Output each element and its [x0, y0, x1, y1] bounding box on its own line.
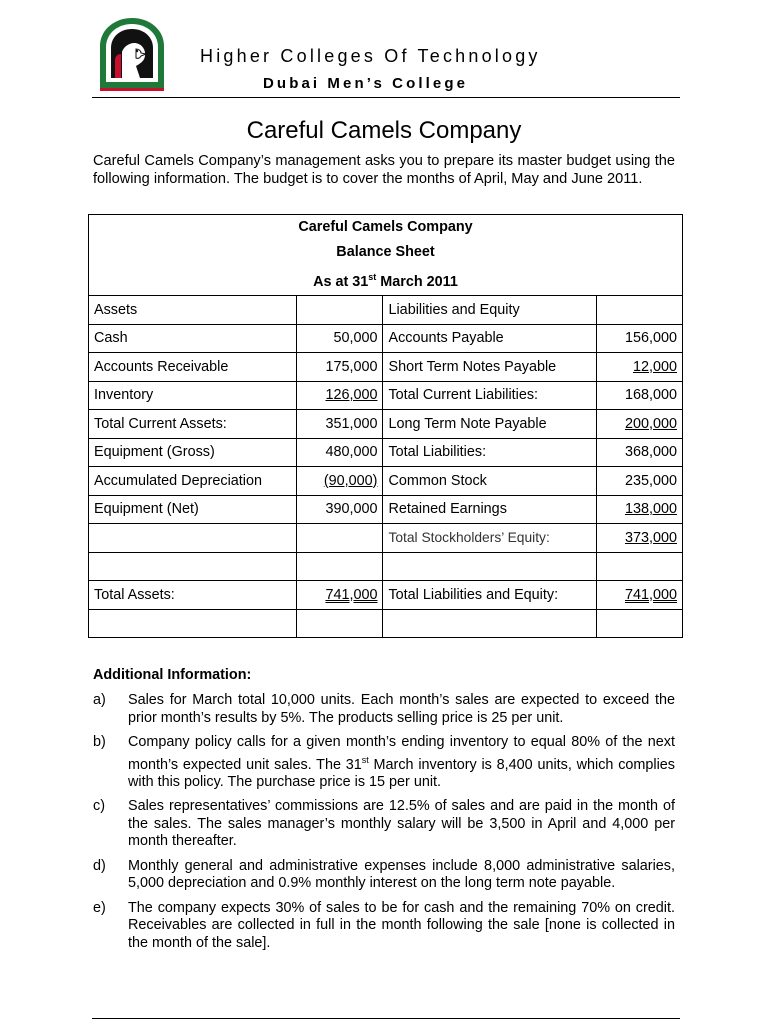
header-divider — [92, 97, 680, 98]
asset-value: 390,000 — [296, 495, 383, 524]
item-label: d) — [93, 857, 106, 874]
additional-info-heading: Additional Information: — [93, 667, 252, 683]
balance-sheet-header — [89, 215, 683, 296]
asset-label: Accumulated Depreciation — [89, 467, 297, 496]
total-le-label: Total Liabilities and Equity: — [383, 581, 597, 610]
assets-heading: Assets — [89, 296, 297, 325]
table-row — [89, 438, 683, 467]
liability-value: 200,000 — [624, 415, 677, 432]
liability-value: 368,000 — [597, 438, 683, 467]
table-row — [89, 296, 683, 325]
asset-value: 351,000 — [296, 410, 383, 439]
additional-info-list — [93, 692, 675, 959]
list-item — [93, 734, 675, 791]
liability-label: Total Stockholders’ Equity: — [383, 524, 597, 553]
liability-label: Accounts Payable — [383, 324, 597, 353]
item-label: c) — [93, 798, 105, 815]
asset-value: 480,000 — [296, 438, 383, 467]
asset-label: Equipment (Net) — [89, 495, 297, 524]
item-label: a) — [93, 692, 106, 708]
list-item — [93, 900, 675, 953]
asset-value: (90,000) — [323, 472, 378, 489]
document-title: Careful Camels Company — [246, 117, 522, 144]
bs-name: Balance Sheet — [336, 244, 435, 261]
table-row — [89, 552, 683, 581]
asset-value: 126,000 — [325, 387, 378, 404]
liability-label: Total Current Liabilities: — [383, 381, 597, 410]
item-label: b) — [93, 734, 106, 750]
total-assets-value: 741,000 — [325, 586, 378, 603]
bs-company: Careful Camels Company — [298, 219, 473, 236]
table-row — [89, 381, 683, 410]
table-row — [89, 524, 683, 553]
item-label: e) — [93, 899, 106, 916]
table-row — [89, 353, 683, 382]
liabilities-heading: Liabilities and Equity — [383, 296, 597, 325]
total-le-value: 741,000 — [624, 586, 677, 603]
asset-label — [89, 524, 297, 553]
footer-divider — [92, 1018, 680, 1019]
item-text: Sales for March total 10,000 units. Each month’s sales are expected to exceed the prior month’s results by 5%. The products selling price is 25 per unit. — [128, 692, 675, 726]
list-item — [93, 798, 675, 851]
asset-label: Equipment (Gross) — [89, 438, 297, 467]
asset-label: Cash — [89, 324, 297, 353]
college-name: Dubai Men’s College — [263, 75, 469, 92]
liability-label: Total Liabilities: — [383, 438, 597, 467]
table-row — [89, 410, 683, 439]
table-row — [89, 609, 683, 638]
liability-value: 235,000 — [597, 467, 683, 496]
liability-value: 138,000 — [624, 501, 677, 518]
table-row — [89, 467, 683, 496]
asset-label: Total Current Assets: — [89, 410, 297, 439]
item-text: Company policy calls for a given month’s ending inventory to equal 80% of the next month’s expected unit sales. The 31st March inventory is 8,400 units, which complies with this policy. The purchase price is 15 per unit. — [128, 734, 675, 790]
balance-sheet-table — [88, 214, 683, 638]
institution-name: Higher Colleges Of Technology — [200, 46, 541, 66]
asset-value: 50,000 — [296, 324, 383, 353]
total-assets-label: Total Assets: — [89, 581, 297, 610]
list-item — [93, 858, 675, 893]
liability-value: 168,000 — [597, 381, 683, 410]
asset-value — [296, 524, 383, 553]
liability-label: Short Term Notes Payable — [383, 353, 597, 382]
item-text: The company expects 30% of sales to be for cash and the remaining 70% on credit. Receivables are collected in full in the month following the sale [none is collected in the month of the sale]. — [128, 899, 675, 951]
liability-label: Retained Earnings — [383, 495, 597, 524]
liability-value: 156,000 — [597, 324, 683, 353]
asset-value: 175,000 — [296, 353, 383, 382]
liability-value: 373,000 — [624, 529, 677, 546]
table-row — [89, 495, 683, 524]
item-text: Sales representatives’ commissions are 12.5% of sales and are paid in the month of the sales. The sales manager’s monthly salary will be 3,500 in April and 4,000 per month thereafter. — [128, 798, 675, 850]
table-row — [89, 581, 683, 610]
bs-date: As at 31st March 2011 — [313, 272, 458, 290]
table-row — [89, 324, 683, 353]
intro-paragraph: Careful Camels Company’s management asks you to prepare its master budget using the following information. The budget is to cover the months of April, May and June 2011. — [93, 153, 675, 187]
liability-value: 12,000 — [632, 358, 677, 375]
college-logo — [96, 16, 168, 92]
liability-label: Common Stock — [383, 467, 597, 496]
liability-label: Long Term Note Payable — [383, 410, 597, 439]
asset-label: Inventory — [89, 381, 297, 410]
item-text: Monthly general and administrative expenses include 8,000 administrative salaries, 5,000 depreciation and 0.9% monthly interest on the long term note payable. — [128, 857, 675, 892]
asset-label: Accounts Receivable — [89, 353, 297, 382]
list-item — [93, 692, 675, 727]
